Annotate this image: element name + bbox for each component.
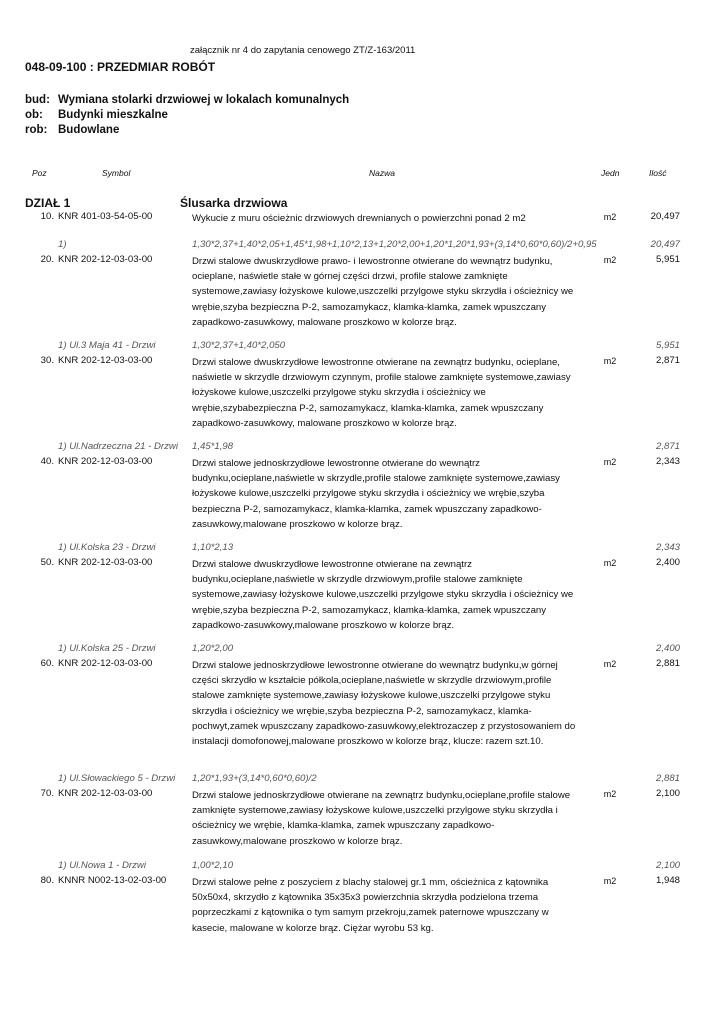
measurement-formula: 1,00*2,10 <box>192 860 234 871</box>
measurement-total: 5,951 <box>655 340 680 351</box>
item-symbol: KNR 401-03-54-05-00 <box>58 211 153 222</box>
measurement-row <box>0 773 724 787</box>
measurement-location: 1) Ul.Nowa 1 - Drzwi <box>58 860 146 871</box>
measurement-total: 20,497 <box>650 239 680 250</box>
item-unit: m2 <box>603 255 617 265</box>
measurement-location: 1) Ul.Słowackiego 5 - Drzwi <box>58 773 176 784</box>
measurement-row <box>0 239 724 253</box>
item-unit: m2 <box>603 457 617 467</box>
document-title: 048-09-100 : PRZEDMIAR ROBÓT <box>25 60 216 74</box>
column-header-jedn: Jedn <box>601 168 620 178</box>
item-unit: m2 <box>603 558 617 568</box>
meta-label-ob: ob: <box>25 109 43 121</box>
measurement-location: 1) Ul.Nadrzeczna 21 - Drzwi <box>58 441 178 452</box>
item-description: Wykucie z muru ościeżnic drzwiowych drewnianych o powierzchni ponad 2 m2 <box>192 213 526 224</box>
meta-label-bud: bud: <box>25 94 50 106</box>
item-quantity: 20,497 <box>650 211 680 222</box>
item-poz: 50. <box>40 557 54 568</box>
item-symbol: KNR 202-12-03-03-00 <box>58 456 153 467</box>
measurement-location: 1) <box>58 239 67 250</box>
item-description: Drzwi stalowe dwuskrzydłowe prawo- i lewostronne otwierane do wewnątrz budynku, ocieplane, naświetle stałe w górnej części drzwi, profile stalowe zamknięte systemowe,zawiasy łożyskowe kulowe,uszczelki przylgowe styku skrzydła i ościeżnicy we wrębie,szyba bezpieczna P-2, samozamykacz, klamka-klamka, zamek wpuszczany zapadkowo-zasuwkowy, malowane proszkowo w kolorze brąz. <box>192 256 574 328</box>
measurement-total: 2,400 <box>655 643 680 654</box>
measurement-total: 2,881 <box>655 773 680 784</box>
item-quantity: 1,948 <box>655 875 680 886</box>
item-description: Drzwi stalowe jednoskrzydłowe otwierane na zewnątrz budynku,ocieplane,profile stalowe zamknięte systemowe,zawiasy łożyskowe kulowe,uszczelki przylgowe styku skrzydła i ościeżnicy we wrębie, klamka-klamka, zamek wpuszczany zapadkowo-zasuwkowy,malowane proszkowo w kolorze brąz. <box>192 790 571 847</box>
item-quantity: 5,951 <box>655 254 680 265</box>
measurement-row <box>0 542 724 556</box>
item-symbol: KNR 202-12-03-03-00 <box>58 254 153 265</box>
meta-value-bud: Wymiana stolarki drzwiowej w lokalach komunalnych <box>58 94 350 106</box>
item-description: Drzwi stalowe jednoskrzydłowe lewostronne otwierane do wewnątrz budynku,ocieplane,naświetle w skrzydle,profile stalowe zamknięte systemowe,zawiasy łożyskowe kulowe,uszczelki przylgowe styku skrzydła i ościeżnicy we wrębie,szyba bezpieczna P-2, samozamykacz, klamka-klamka, zamek wpuszczany zapadkowo-zasuwkowy,malowane proszkowo w kolorze brąz. <box>192 458 560 530</box>
section-name: Ślusarka drzwiowa <box>180 196 288 210</box>
item-poz: 20. <box>40 254 54 265</box>
measurement-formula: 1,45*1,98 <box>192 441 234 452</box>
measurement-location: 1) Ul.3 Maja 41 - Drzwi <box>58 340 156 351</box>
item-poz: 70. <box>40 788 54 799</box>
measurement-row <box>0 340 724 354</box>
column-header-poz: Poz <box>32 168 47 178</box>
item-quantity: 2,881 <box>655 658 680 669</box>
item-unit: m2 <box>603 356 617 366</box>
item-poz: 30. <box>40 355 54 366</box>
item-poz: 40. <box>40 456 54 467</box>
column-header-ilosc: Ilość <box>649 168 667 178</box>
item-symbol: KNR 202-12-03-03-00 <box>58 788 153 799</box>
item-unit: m2 <box>603 659 617 669</box>
item-quantity: 2,400 <box>655 557 680 568</box>
item-poz: 60. <box>40 658 54 669</box>
item-symbol: KNR 202-12-03-03-00 <box>58 557 153 568</box>
measurement-formula: 1,10*2,13 <box>192 542 234 553</box>
item-unit: m2 <box>603 212 617 222</box>
measurement-formula: 1,30*2,37+1,40*2,05+1,45*1,98+1,10*2,13+1,20*2,00+1,20*1,20*1,93+(3,14*0,60*0,60)/2+0,95 <box>192 239 597 250</box>
item-unit: m2 <box>603 789 617 799</box>
item-symbol: KNR 202-12-03-03-00 <box>58 355 153 366</box>
measurement-total: 2,343 <box>655 542 680 553</box>
measurement-formula: 1,20*1,93+(3,14*0,60*0,60)/2 <box>192 773 317 784</box>
measurement-formula: 1,30*2,37+1,40*2,050 <box>192 340 286 351</box>
measurement-row <box>0 441 724 455</box>
item-symbol: KNNR N002-13-02-03-00 <box>58 875 167 886</box>
measurement-row <box>0 643 724 657</box>
measurement-total: 2,871 <box>655 441 680 452</box>
item-description: Drzwi stalowe dwuskrzydłowe lewostronne otwierane na zewnątrz budynku, ocieplane, naświetle w skrzydle drzwiowym czynnym, profile stalowe zamknięte systemowe,zawiasy łożyskowe kulowe,uszczelki przylgowe styku skrzydła i ościeżnicy we wrębie,szybabezpieczna P-2, samozamykacz, klamka-klamka, zamek wpuszczany zapadkowo-zasuwkowy, malowane proszkowo w kolorze brąz. <box>192 357 571 429</box>
item-unit: m2 <box>603 876 617 886</box>
measurement-row <box>0 860 724 874</box>
item-poz: 80. <box>40 875 54 886</box>
item-poz: 10. <box>40 211 54 222</box>
meta-value-rob: Budowlane <box>58 124 120 136</box>
item-symbol: KNR 202-12-03-03-00 <box>58 658 153 669</box>
annex-note: załącznik nr 4 do zapytania cenowego ZT/Z-163/2011 <box>190 45 416 56</box>
measurement-total: 2,100 <box>655 860 680 871</box>
measurement-location: 1) Ul.Kolska 23 - Drzwi <box>58 542 156 553</box>
meta-value-ob: Budynki mieszkalne <box>58 109 168 121</box>
column-header-nazwa: Nazwa <box>369 168 395 178</box>
meta-label-rob: rob: <box>25 124 48 136</box>
item-quantity: 2,871 <box>655 355 680 366</box>
item-description: Drzwi stalowe jednoskrzydłowe lewostronne otwierane do wewnątrz budynku,w górnej części skrzydło w kształcie półkola,ocieplane,naświetle w skrzydle drzwiowym,profile stalowe zamknięte systemowe,zawiasy łożyskowe kulowe,uszczelki przylgowe styku skrzydła i ościeżnicy we wrębie,szyba bezpieczna P-2, samozamykacz, klamka-pochwyt,zamek wpuszczany zapadkowo-zasuwkowy,elektrozaczep z przystosowaniem do instalacji domofonowej,malowane proszkowo w kolorze brąz, klucze: razem szt.10. <box>192 660 576 748</box>
item-description: Drzwi stalowe pełne z poszyciem z blachy stalowej gr.1 mm, ościeżnica z kątownika 50x50x4, skrzydło z kątownika 35x35x3 powierzchnia skrzydła podzielona trzema poprzeczkami z kątownika o tym samym przekroju,zamek paternowe wpuszczany w kasecie, malowane w kolorze brąz. Ciężar wyrobu 53 kg. <box>192 877 549 934</box>
item-quantity: 2,100 <box>655 788 680 799</box>
section-label: DZIAŁ 1 <box>25 196 71 210</box>
measurement-formula: 1,20*2,00 <box>192 643 234 654</box>
measurement-location: 1) Ul.Kolska 25 - Drzwi <box>58 643 156 654</box>
item-quantity: 2,343 <box>655 456 680 467</box>
item-description: Drzwi stalowe dwuskrzydłowe lewostronne otwierane na zewnątrz budynku,ocieplane,naświetle w skrzydle drzwiowym,profile stalowe zamknięte systemowe,zawiasy łożyskowe kulowe,uszczelki przylgowe styku skrzydła i ościeżnicy we wrębie,szyba bezpieczna P-2, samozamykacz, klamka-klamka, zamek wpuszczany zapadkowo-zasuwkowy,malowane proszkowo w kolorze brąz. <box>192 559 574 631</box>
column-header-symbol: Symbol <box>102 168 131 178</box>
